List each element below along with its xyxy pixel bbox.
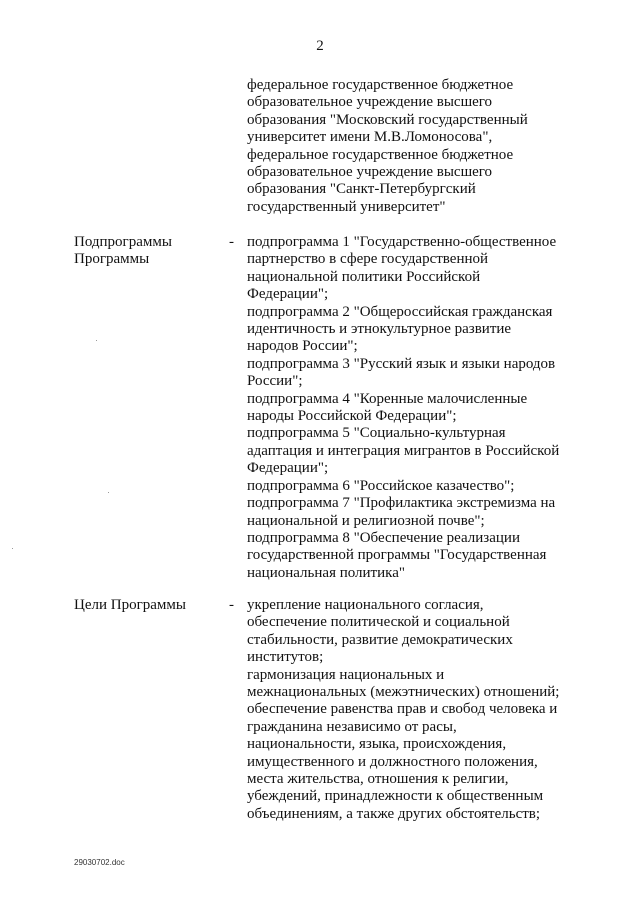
label-line: Программы (74, 251, 150, 268)
text-line: национальности, языка, происхождения, (247, 736, 507, 753)
text-line: адаптация и интеграция мигрантов в Российской (247, 442, 560, 459)
text-line: объединениям, а также других обстоятельств; (247, 805, 541, 822)
text-line: стабильности, развитие демократических (247, 631, 513, 648)
intro-line: федеральное государственное бюджетное (247, 146, 514, 163)
text-line: подпрограмма 7 "Профилактика экстремизма на (247, 495, 556, 512)
text-line: укрепление национального согласия, (247, 597, 484, 613)
page-number: 2 (316, 38, 324, 54)
text-line: обеспечение равенства прав и свобод человека и (247, 701, 558, 718)
goals-label (74, 597, 224, 614)
text-line: национальной и религиозной почве"; (247, 512, 485, 529)
text-line: обеспечение политической и социальной (247, 614, 510, 631)
text-line: межнациональных (межэтнических) отношений; (247, 684, 560, 701)
text-line: подпрограмма 6 "Российское казачество"; (247, 477, 515, 494)
scan-speck (96, 340, 97, 341)
text-line: Федерации"; (247, 286, 329, 303)
text-line: национальной политики Российской (247, 268, 481, 285)
text-line: России"; (247, 373, 303, 390)
subprograms-text (247, 234, 572, 582)
intro-line: университет имени М.В.Ломоносова", (247, 129, 493, 146)
text-line: государственной программы "Государственная (247, 547, 547, 564)
scan-speck (108, 492, 109, 493)
text-line: национальная политика" (247, 564, 405, 581)
intro-line: образовательное учреждение высшего (247, 164, 493, 181)
intro-line: федеральное государственное бюджетное (247, 77, 514, 93)
text-line: убеждений, принадлежности к общественным (247, 788, 544, 805)
text-line: народов России"; (247, 338, 358, 355)
text-line: гражданина независимо от расы, (247, 718, 457, 735)
subprograms-dash: - (229, 234, 234, 250)
text-line: подпрограмма 2 "Общероссийская гражданская (247, 303, 553, 320)
label-line: Цели Программы (74, 597, 186, 613)
text-line: подпрограмма 5 "Социально-культурная (247, 425, 506, 442)
text-line: Федерации"; (247, 460, 329, 477)
intro-line: государственный университет" (247, 198, 446, 215)
text-line: институтов; (247, 649, 324, 666)
goals-dash: - (229, 597, 234, 613)
text-line: подпрограмма 8 "Обеспечение реализации (247, 529, 520, 546)
text-line: подпрограмма 1 "Государственно-общественное (247, 234, 557, 250)
text-line: места жительства, отношения к религии, (247, 771, 509, 788)
intro-line: образования "Московский государственный (247, 111, 528, 128)
text-line: партнерство в сфере государственной (247, 251, 489, 268)
scan-speck (12, 548, 13, 549)
goals-text (247, 597, 572, 823)
text-line: народы Российской Федерации"; (247, 408, 457, 425)
intro-text (247, 77, 567, 216)
label-line: Подпрограммы (74, 234, 172, 250)
text-line: подпрограмма 4 "Коренные малочисленные (247, 390, 528, 407)
intro-line: образовательное учреждение высшего (247, 94, 493, 111)
text-line: идентичность и этнокультурное развитие (247, 321, 512, 338)
text-line: имущественного и должностного положения, (247, 753, 538, 770)
text-line: гармонизация национальных и (247, 666, 445, 683)
subprograms-label (74, 234, 224, 269)
text-line: подпрограмма 3 "Русский язык и языки народов (247, 355, 556, 372)
intro-line: образования "Санкт-Петербургский (247, 181, 476, 198)
document-filename: 29030702.doc (74, 858, 125, 867)
